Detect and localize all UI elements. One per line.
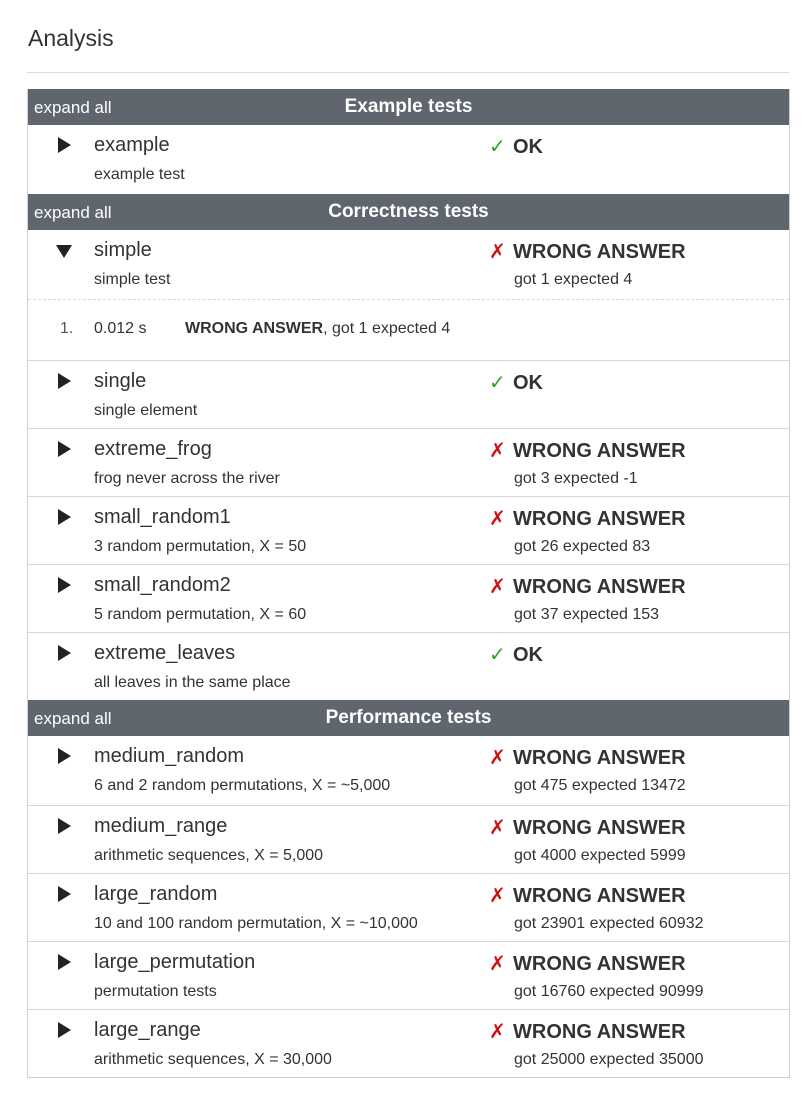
run-row	[28, 299, 789, 360]
test-status	[489, 883, 686, 908]
result-detail: got 3 expected -1	[514, 470, 638, 487]
expand-arrow-icon[interactable]	[56, 441, 72, 457]
status-label: OK	[513, 372, 543, 394]
result-detail: got 475 expected 13472	[514, 777, 686, 794]
test-name[interactable]: simple	[94, 239, 152, 261]
expand-arrow-icon[interactable]	[56, 748, 72, 764]
expand-arrow-icon[interactable]	[56, 137, 72, 153]
test-name[interactable]: single	[94, 370, 147, 392]
test-status	[489, 134, 543, 159]
test-name[interactable]: large_random	[94, 883, 218, 905]
result-detail: got 37 expected 153	[514, 606, 660, 623]
result-detail: got 25000 expected 35000	[514, 1051, 704, 1068]
test-status	[489, 370, 543, 395]
expand-all-link[interactable]: expand all	[34, 203, 112, 222]
cross-icon: ✗	[489, 508, 506, 530]
expand-arrow-icon[interactable]	[56, 645, 72, 661]
test-description: single element	[94, 402, 198, 419]
expand-all-link[interactable]: expand all	[34, 709, 112, 728]
section-title: Correctness tests	[328, 201, 489, 222]
test-description: 10 and 100 random permutation, X = ~10,000	[94, 915, 418, 932]
status-label: WRONG ANSWER	[513, 508, 686, 530]
section-title: Performance tests	[325, 707, 492, 728]
test-status	[489, 574, 686, 599]
check-icon: ✓	[489, 644, 506, 666]
test-status	[489, 815, 686, 840]
test-name[interactable]: large_permutation	[94, 951, 256, 973]
cross-icon: ✗	[489, 440, 506, 462]
test-name[interactable]: extreme_frog	[94, 438, 212, 460]
test-name[interactable]: extreme_leaves	[94, 642, 236, 664]
check-icon: ✓	[489, 372, 506, 394]
test-row	[28, 805, 789, 873]
status-label: WRONG ANSWER	[513, 747, 686, 769]
test-row	[28, 230, 789, 299]
test-status	[489, 438, 686, 463]
test-status	[489, 642, 543, 667]
test-row	[28, 125, 789, 194]
run-result-detail: , got 1 expected 4	[323, 320, 451, 337]
test-row	[28, 941, 789, 1009]
page-title: Analysis	[28, 25, 114, 51]
result-detail: got 26 expected 83	[514, 538, 651, 555]
test-description: arithmetic sequences, X = 30,000	[94, 1051, 332, 1068]
test-status	[489, 506, 686, 531]
test-row	[28, 496, 789, 564]
expand-arrow-icon[interactable]	[56, 1022, 72, 1038]
test-name[interactable]: medium_range	[94, 815, 228, 837]
title-divider	[27, 72, 789, 73]
test-row	[28, 428, 789, 496]
expand-arrow-icon[interactable]	[56, 886, 72, 902]
run-time: 0.012 s	[94, 320, 147, 337]
run-index: 1.	[60, 320, 74, 337]
test-row	[28, 360, 789, 428]
test-description: arithmetic sequences, X = 5,000	[94, 847, 324, 864]
run-result-status: WRONG ANSWER	[185, 320, 324, 337]
cross-icon: ✗	[489, 747, 506, 769]
section-header	[28, 700, 789, 736]
expand-arrow-icon[interactable]	[56, 577, 72, 593]
cross-icon: ✗	[489, 576, 506, 598]
test-status	[489, 951, 686, 976]
expand-arrow-icon[interactable]	[56, 373, 72, 389]
test-description: 6 and 2 random permutations, X = ~5,000	[94, 777, 391, 794]
status-label: OK	[513, 644, 543, 666]
status-label: WRONG ANSWER	[513, 1021, 686, 1043]
test-description: frog never across the river	[94, 470, 280, 487]
test-description: 5 random permutation, X = 60	[94, 606, 307, 623]
test-name[interactable]: large_range	[94, 1019, 201, 1041]
result-detail: got 1 expected 4	[514, 271, 633, 288]
test-name[interactable]: small_random1	[94, 506, 231, 528]
result-detail: got 23901 expected 60932	[514, 915, 704, 932]
test-row	[28, 736, 789, 805]
test-status	[489, 239, 686, 264]
test-description: 3 random permutation, X = 50	[94, 538, 307, 555]
status-label: OK	[513, 136, 543, 158]
status-label: WRONG ANSWER	[513, 241, 686, 263]
test-name[interactable]: example	[94, 134, 170, 156]
test-description: all leaves in the same place	[94, 674, 291, 691]
test-row	[28, 632, 789, 700]
run-result	[185, 320, 450, 338]
expand-arrow-icon[interactable]	[56, 954, 72, 970]
status-label: WRONG ANSWER	[513, 440, 686, 462]
expand-arrow-icon[interactable]	[56, 509, 72, 525]
test-row	[28, 564, 789, 632]
test-row	[28, 1009, 789, 1077]
test-row	[28, 873, 789, 941]
test-name[interactable]: small_random2	[94, 574, 231, 596]
result-detail: got 4000 expected 5999	[514, 847, 686, 864]
expand-arrow-icon[interactable]	[56, 818, 72, 834]
collapse-arrow-icon[interactable]	[56, 242, 72, 258]
result-detail: got 16760 expected 90999	[514, 983, 704, 1000]
cross-icon: ✗	[489, 885, 506, 907]
test-status	[489, 1019, 686, 1044]
expand-all-link[interactable]: expand all	[34, 98, 112, 117]
status-label: WRONG ANSWER	[513, 953, 686, 975]
test-description: simple test	[94, 271, 171, 288]
section-title: Example tests	[344, 96, 473, 117]
test-description: permutation tests	[94, 983, 217, 1000]
check-icon: ✓	[489, 136, 506, 158]
status-label: WRONG ANSWER	[513, 817, 686, 839]
status-label: WRONG ANSWER	[513, 576, 686, 598]
test-name[interactable]: medium_random	[94, 745, 245, 767]
cross-icon: ✗	[489, 817, 506, 839]
status-label: WRONG ANSWER	[513, 885, 686, 907]
test-description: example test	[94, 166, 185, 183]
cross-icon: ✗	[489, 241, 506, 263]
section-header	[28, 89, 789, 125]
section-header	[28, 194, 789, 230]
cross-icon: ✗	[489, 1021, 506, 1043]
analysis-table	[27, 89, 790, 1078]
cross-icon: ✗	[489, 953, 506, 975]
test-status	[489, 745, 686, 770]
